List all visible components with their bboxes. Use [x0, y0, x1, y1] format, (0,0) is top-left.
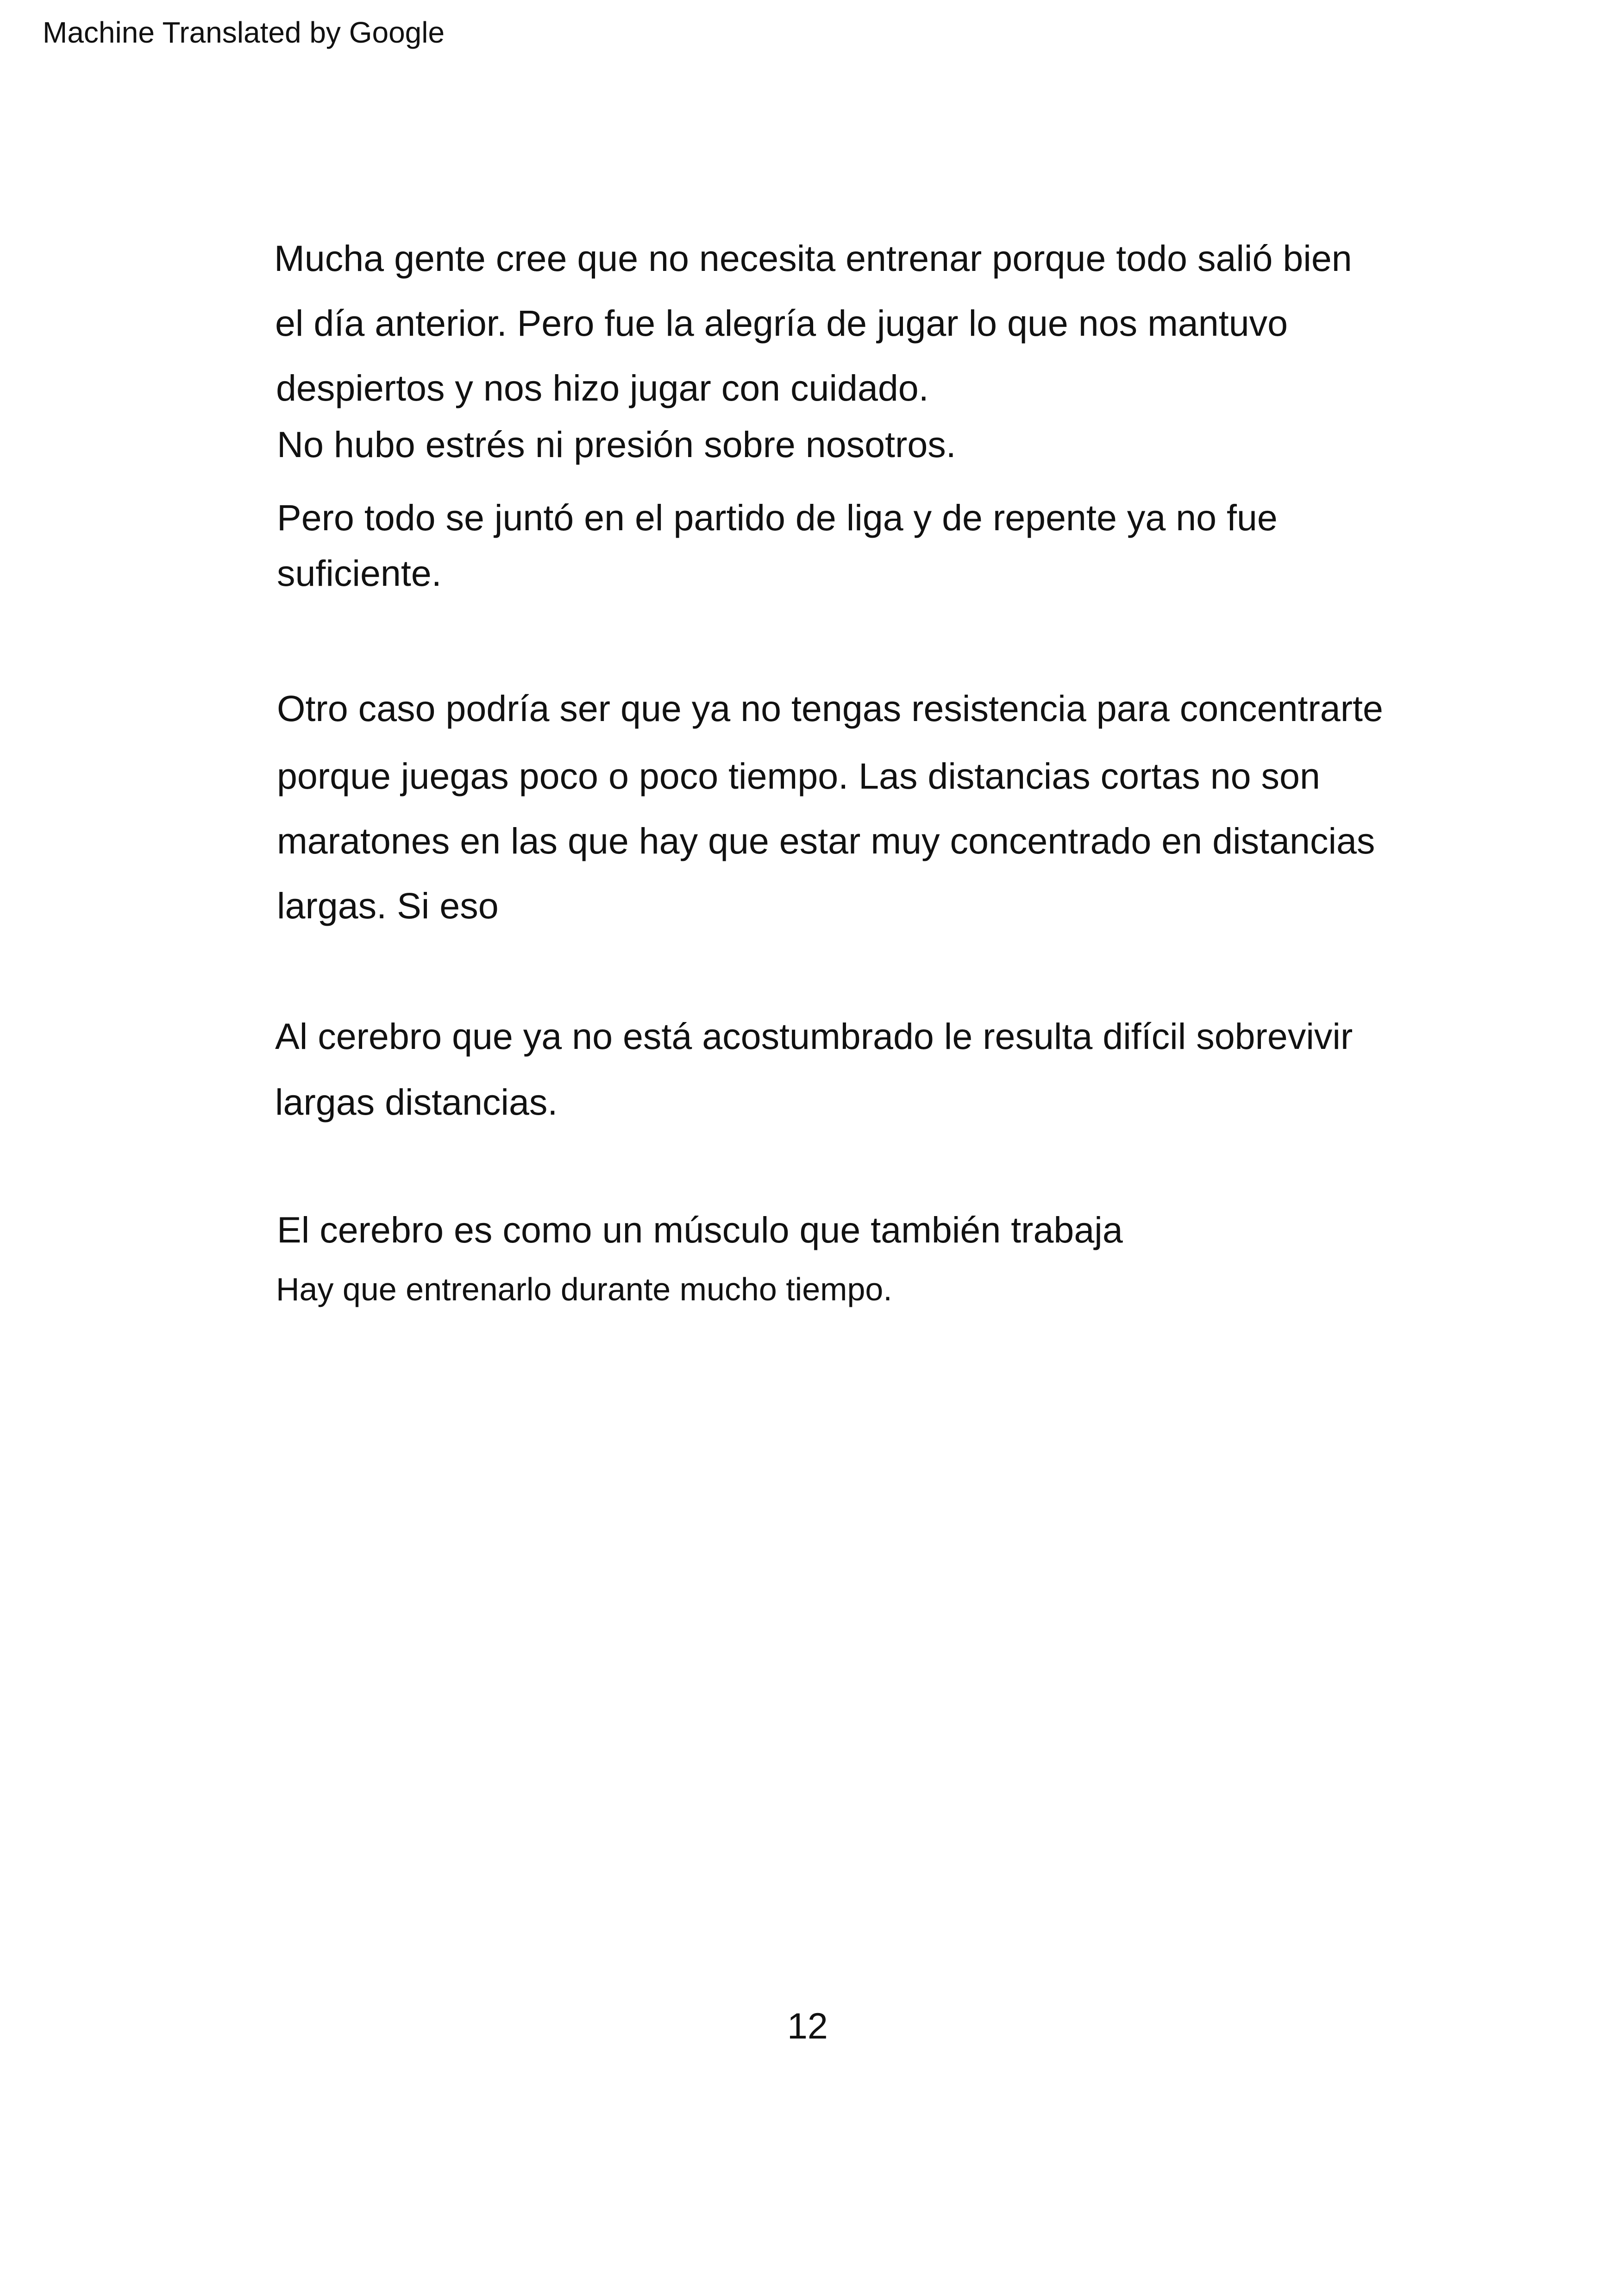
body-line: suficiente.	[277, 552, 442, 594]
body-line: largas. Si eso	[277, 885, 499, 926]
body-line: despiertos y nos hizo jugar con cuidado.	[276, 367, 929, 408]
body-line: el día anterior. Pero fue la alegría de jugar lo que nos mantuvo	[275, 302, 1288, 344]
page-number: 12	[787, 2005, 828, 2046]
body-line: Mucha gente cree que no necesita entrenar porque todo salió bien	[274, 238, 1352, 279]
body-line: El cerebro es como un músculo que también trabaja	[277, 1209, 1123, 1250]
body-line: Hay que entrenarlo durante mucho tiempo.	[276, 1271, 892, 1307]
machine-translation-header: Machine Translated by Google	[43, 16, 445, 49]
body-line: Pero todo se juntó en el partido de liga y de repente ya no fue	[277, 497, 1278, 538]
body-line: porque juegas poco o poco tiempo. Las distancias cortas no son	[277, 755, 1320, 797]
body-line: No hubo estrés ni presión sobre nosotros.	[277, 424, 956, 465]
body-line: largas distancias.	[275, 1081, 558, 1123]
body-line: Otro caso podría ser que ya no tengas resistencia para concentrarte	[277, 688, 1383, 729]
body-line: maratones en las que hay que estar muy concentrado en distancias	[277, 820, 1375, 861]
body-line: Al cerebro que ya no está acostumbrado le resulta difícil sobrevivir	[275, 1016, 1353, 1057]
